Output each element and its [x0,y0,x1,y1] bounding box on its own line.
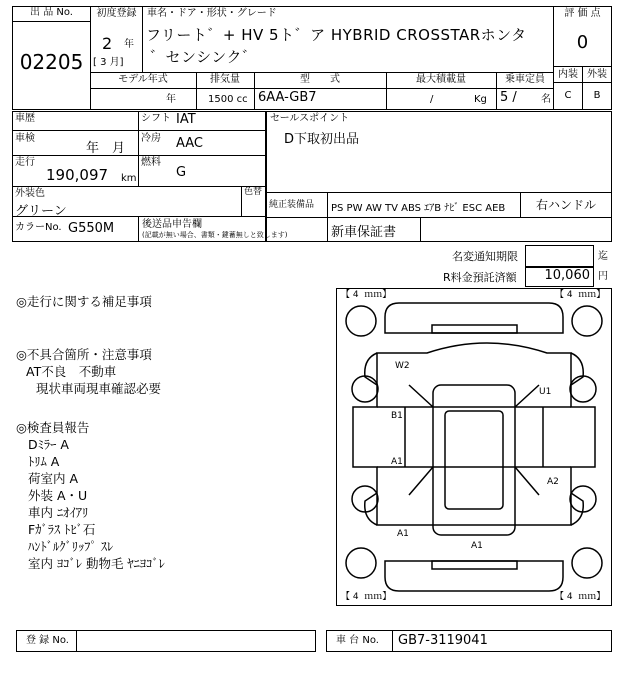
inspector-line: ﾊﾝﾄﾞﾙｸﾞﾘｯﾌﾟ ｽﾚ [28,539,114,554]
fuel: G [176,165,187,180]
lot-number: 02205 [19,50,84,74]
tire-side-fl [352,376,378,402]
chassis-divider [392,630,393,652]
repaint-divider [241,186,242,216]
type-label: 型 式 [300,74,340,85]
car-body [353,343,595,535]
max-load-label: 最大積載量 [416,74,466,85]
model-year-unit: 年 [166,94,176,105]
grade-label: 評 価 点 [564,8,601,19]
capacity-unit: 名 [541,94,551,105]
details-col [138,111,139,187]
mileage-label: 走行 [15,157,35,168]
car-diagram [336,288,612,606]
notes [16,293,316,572]
car-name-line2: ゛センシンク゛ [150,48,258,66]
reg-year: 2 [102,34,113,53]
warranty-divider-2 [420,217,421,242]
damage-mark: A2 [547,477,559,487]
aftermarket-note: (記載が無い場合、書類・鍵蓄無しと致します) [142,231,288,239]
warranty-box [266,217,612,242]
spec-divider [90,88,554,89]
details-row-1 [12,130,266,131]
rear-view [385,561,563,591]
damage-mark: U1 [539,387,552,397]
roof-view [385,303,563,333]
details-row-3 [12,186,266,187]
recycle-value: 10,060 [525,267,594,287]
tire-rear-left [346,548,376,578]
damage-mark: A1 [471,541,483,551]
tire-label-rr: 【 4 ｍｍ】 [555,592,606,602]
exterior-label: 外装 [582,66,612,83]
inspector-line: ﾄﾘﾑ A [28,454,60,469]
max-load-value: / [430,94,434,105]
colorno-label: カラーNo. [15,222,62,233]
capacity: 5 / [500,90,517,105]
fuel-label: 燃料 [141,157,161,168]
defect-title: ◎不具合箇所・注意事項 [16,347,152,362]
inspector-title: ◎検査員報告 [16,420,90,435]
chassis-label: 車 台 No. [336,635,379,646]
tire-label-fl: 【 4 ｍｍ】 [341,290,392,300]
model-year-label: モデル年式 [118,74,168,85]
overall-grade: 0 [576,32,589,53]
capacity-label: 乗車定員 [505,74,545,85]
aftermarket-label: 後送品申告欄 [142,219,202,230]
reg-month: [ 3 月] [93,57,124,68]
tire-front-right [572,306,602,336]
name-change-box [525,245,594,267]
damage-mark: B1 [391,411,403,421]
reg-year-unit: 年 [124,39,134,50]
inspector-line: 車内 ﾆｵｲｱﾘ [28,505,89,520]
repaint-label: 色替 [244,187,263,197]
equip-text: PS PW AW TV ABS ｴｱB ﾅﾋﾞ ESC AEB [331,203,506,214]
recycle-unit: 円 [598,271,608,282]
exterior-grade: B [582,82,612,110]
tire-rear-right [572,548,602,578]
inspection-value: 年 月 [86,141,126,156]
ac-label: 冷房 [141,133,161,144]
damage-mark: A1 [397,529,409,539]
inspection-label: 車検 [15,133,35,144]
history-label: 車歴 [15,113,35,124]
colorno: G550M [68,221,115,236]
mileage-unit: km [121,173,137,184]
shift: IAT [176,112,196,127]
color: グリーン [15,204,67,219]
lot-label: 出 品 No. [12,6,91,22]
tire-label-rl: 【 4 ｍｍ】 [341,592,392,602]
ac: AAC [176,136,203,151]
car-name-label: 車名・ドア・形状・グレード [147,8,277,19]
tire-label-fr: 【 4 ｍｍ】 [555,290,606,300]
inspector-line: 荷室内 A [28,471,79,486]
reg-no-divider [76,630,77,652]
sales-label: セールスポイント [270,113,350,124]
tire-side-fr [570,376,596,402]
warranty-divider [327,217,328,242]
recycle-label: R料金預託済額 [443,271,517,284]
warranty: 新車保証書 [331,225,397,240]
tire-front-left [346,306,376,336]
name-change-unit: 迄 [598,251,608,262]
defect-line: 現状車両現車確認必要 [36,381,162,396]
inspector-line: 外装 A・U [28,488,88,503]
damage-mark: W2 [395,361,410,371]
inspector-line: 室内 ﾖｺﾞﾚ 動物毛 ﾔﾆﾖｺﾞﾚ [28,556,165,571]
reg-no-label: 登 録 No. [26,635,69,646]
sales-text: D下取初出品 [284,132,360,147]
shift-label: シフト [141,113,171,124]
driving-title: ◎走行に関する補足事項 [16,294,152,309]
color-label: 外装色 [15,188,45,199]
inspector-line: Fｶﾞﾗｽ ﾄﾋﾞ石 [28,522,96,537]
damage-mark: A1 [391,457,403,467]
car-name-line1: フリート゛+ HV 5ト゛ア HYBRID CROSSTARホンタ [146,26,527,44]
displacement-label: 排気量 [210,74,240,85]
mileage: 190,097 [46,166,109,184]
handle: 右ハンドル [535,198,596,212]
defect-line: AT不良 不動車 [26,364,117,379]
equip-label: 純正装備品 [269,200,315,210]
interior-grade: C [553,82,583,110]
model-type: 6AA-GB7 [258,90,317,105]
displacement: 1500 cc [208,94,248,105]
max-load-unit: Kg [474,94,487,105]
colorno-divider [138,216,139,242]
chassis-no: GB7-3119041 [398,633,488,648]
inspector-line: Dﾐﾗｰ A [28,437,69,452]
name-change-label: 名変通知期限 [452,250,518,263]
interior-label: 内装 [553,66,583,83]
details-row-2 [12,155,266,156]
reg-label: 初度登録 [96,8,137,19]
